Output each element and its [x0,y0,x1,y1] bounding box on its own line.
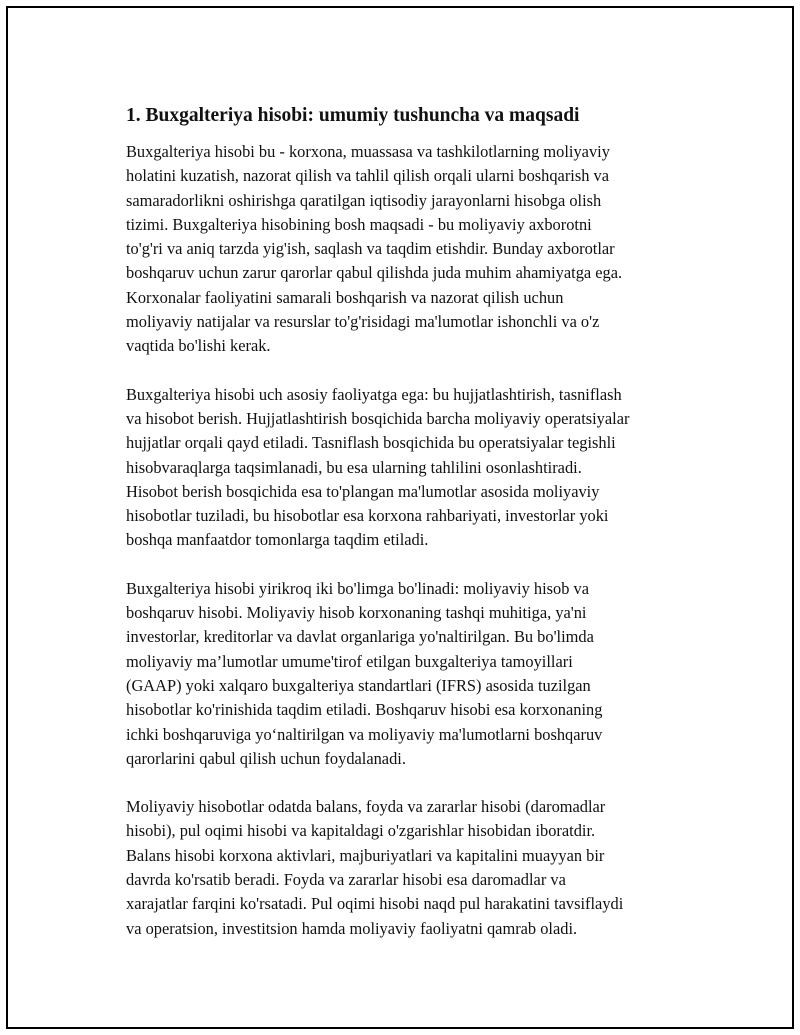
section-heading: 1. Buxgalteriya hisobi: umumiy tushuncha va maqsadi [126,105,580,126]
text-line: Hisobot berish bosqichida esa to'plangan ma'lumotlar asosida moliyaviy [126,481,600,501]
text-line: samaradorlikni oshirishga qaratilgan iqtisodiy jarayonlarni hisobga olish [126,190,602,210]
text-line: investorlar, kreditorlar va davlat organlariga yo'naltirilgan. Bu bo'limda [126,627,594,647]
page-frame [6,6,794,1029]
text-line: boshqaruv uchun zarur qarorlar qabul qilishda juda muhim ahamiyatga ega. [126,263,623,283]
text-line: hisobotlar tuziladi, bu hisobotlar esa korxona rahbariyati, investorlar yoki [126,506,609,526]
text-line: holatini kuzatish, nazorat qilish va tahlil qilish orqali ularni boshqarish va [126,166,609,186]
text-line: hisobi), pul oqimi hisobi va kapitaldagi o'zgarishlar hisobidan iboratdir. [126,821,596,841]
text-line: Buxgalteriya hisobi yirikroq iki bo'limga bo'linadi: moliyaviy hisob va [126,578,589,598]
text-line: va hisobot berish. Hujjatlashtirish bosqichida barcha moliyaviy operatsiyalar [126,408,630,428]
paragraph-1 [126,140,701,359]
text-line: moliyaviy ma’lumotlar umume'tirof etilgan buxgalteriya tamoyillari [126,651,573,671]
text-line: to'g'ri va aniq tarzda yig'ish, saqlash va taqdim etishdir. Bunday axborotlar [126,239,615,259]
text-line: hisobvaraqlarga taqsimlanadi, bu esa ularning tahlilini osonlashtiradi. [126,457,582,477]
text-line: hisobotlar ko'rinishida taqdim etiladi. Boshqaruv hisobi esa korxonaning [126,700,603,720]
text-line: qarorlarini qabul qilish uchun foydalanadi. [126,748,406,768]
text-line: Korxonalar faoliyatini samarali boshqarish va nazorat qilish uchun [126,287,564,307]
paragraph-2 [126,383,701,553]
text-line: davrda ko'rsatib beradi. Foyda va zararlar hisobi esa daromadlar va [126,870,566,890]
paragraph-3 [126,577,701,771]
text-line: Buxgalteriya hisobi bu - korxona, muassasa va tashkilotlarning moliyaviy [126,142,610,161]
text-line: xarajatlar farqini ko'rsatadi. Pul oqimi hisobi naqd pul harakatini tavsiflaydi [126,894,624,914]
text-line: boshqaruv hisobi. Moliyaviy hisob korxonaning tashqi muhitiga, ya'ni [126,603,587,623]
text-line: Buxgalteriya hisobi uch asosiy faoliyatga ega: bu hujjatlashtirish, tasniflash [126,384,622,404]
text-line: ichki boshqaruviga yo‘naltirilgan va moliyaviy ma'lumotlarni boshqaruv [126,724,603,744]
text-line: va operatsion, investitsion hamda moliyaviy faoliyatni qamrab oladi. [126,918,578,938]
paragraph-4 [126,795,701,941]
text-line: Balans hisobi korxona aktivlari, majburiyatlari va kapitalini muayyan bir [126,845,605,865]
text-line: tizimi. Buxgalteriya hisobining bosh maqsadi - bu moliyaviy axborotni [126,214,592,234]
text-line: vaqtida bo'lishi kerak. [126,336,271,356]
text-line: boshqa manfaatdor tomonlarga taqdim etiladi. [126,530,429,550]
document-body [126,102,701,965]
text-line: moliyaviy natijalar va resurslar to'g'risidagi ma'lumotlar ishonchli va o'z [126,312,600,332]
text-line: Moliyaviy hisobotlar odatda balans, foyda va zararlar hisobi (daromadlar [126,797,606,817]
text-line: (GAAP) yoki xalqaro buxgalteriya standartlari (IFRS) asosida tuzilgan [126,675,591,695]
text-line: hujjatlar orqali qayd etiladi. Tasniflash bosqichida bu operatsiyalar tegishli [126,433,616,453]
